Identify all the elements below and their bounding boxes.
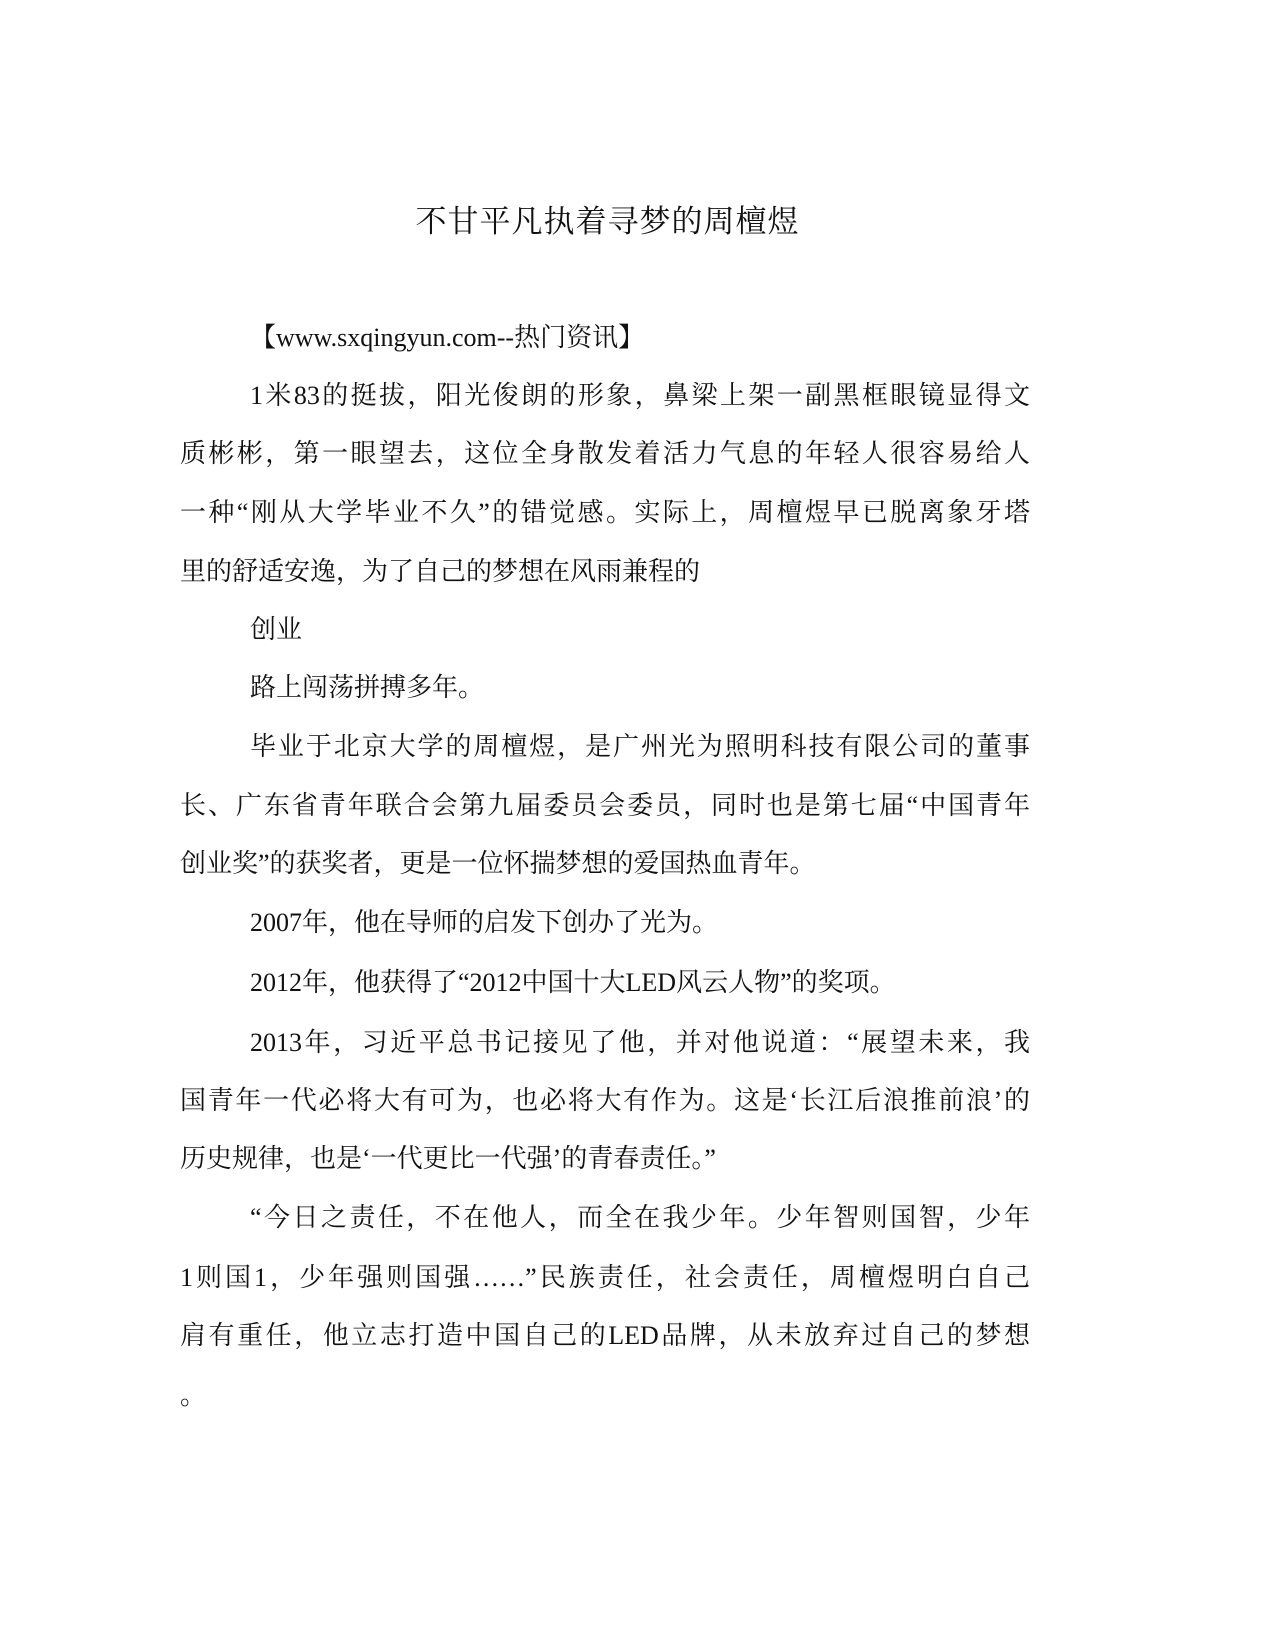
paragraph-line: 一种“刚从大学毕业不久”的错觉感。实际上，周檀煜早已脱离象牙塔 [180, 498, 1030, 527]
paragraph-line: 里的舒适安逸，为了自己的梦想在风雨兼程的 [180, 557, 701, 586]
source-line: 【www.sxqingyun.com--热门资讯】 [250, 323, 645, 352]
paragraph-line: 路上闯荡拼搏多年。 [250, 673, 485, 702]
paragraph-line: 1米83的挺拔，阳光俊朗的形象，鼻梁上架一副黑框眼镜显得文 [250, 381, 1030, 410]
document-title: 不甘平凡执着寻梦的周檀煜 [415, 204, 800, 239]
paragraph-line: 长、广东省青年联合会第九届委员会委员，同时也是第七届“中国青年 [180, 791, 1030, 820]
paragraph-line: 1则国1，少年强则国强……”民族责任，社会责任，周檀煜明白自己 [180, 1263, 1030, 1292]
paragraph-line: 肩有重任，他立志打造中国自己的LED品牌，从未放弃过自己的梦想 [180, 1321, 1030, 1350]
paragraph-line: “今日之责任，不在他人，而全在我少年。少年智则国智，少年 [250, 1203, 1030, 1232]
paragraph-line: 创业 [250, 615, 303, 644]
paragraph-line: 创业奖”的获奖者，更是一位怀揣梦想的爱国热血青年。 [180, 849, 816, 878]
paragraph-line: 2012年，他获得了“2012中国十大LED风云人物”的奖项。 [250, 968, 896, 997]
paragraph-line: 历史规律，也是‘一代更比一代强’的青春责任。” [180, 1144, 716, 1173]
paragraph-line: 国青年一代必将大有可为，也必将大有作为。这是‘长江后浪推前浪’的 [180, 1086, 1030, 1115]
paragraph-line: 2007年，他在导师的启发下创办了光为。 [250, 908, 719, 937]
paragraph-line: 毕业于北京大学的周檀煜，是广州光为照明科技有限公司的董事 [250, 732, 1030, 761]
paragraph-line: 质彬彬，第一眼望去，这位全身散发着活力气息的年轻人很容易给人 [180, 439, 1030, 468]
paragraph-line: 。 [180, 1381, 207, 1410]
paragraph-line: 2013年，习近平总书记接见了他，并对他说道：“展望未来，我 [250, 1028, 1030, 1057]
